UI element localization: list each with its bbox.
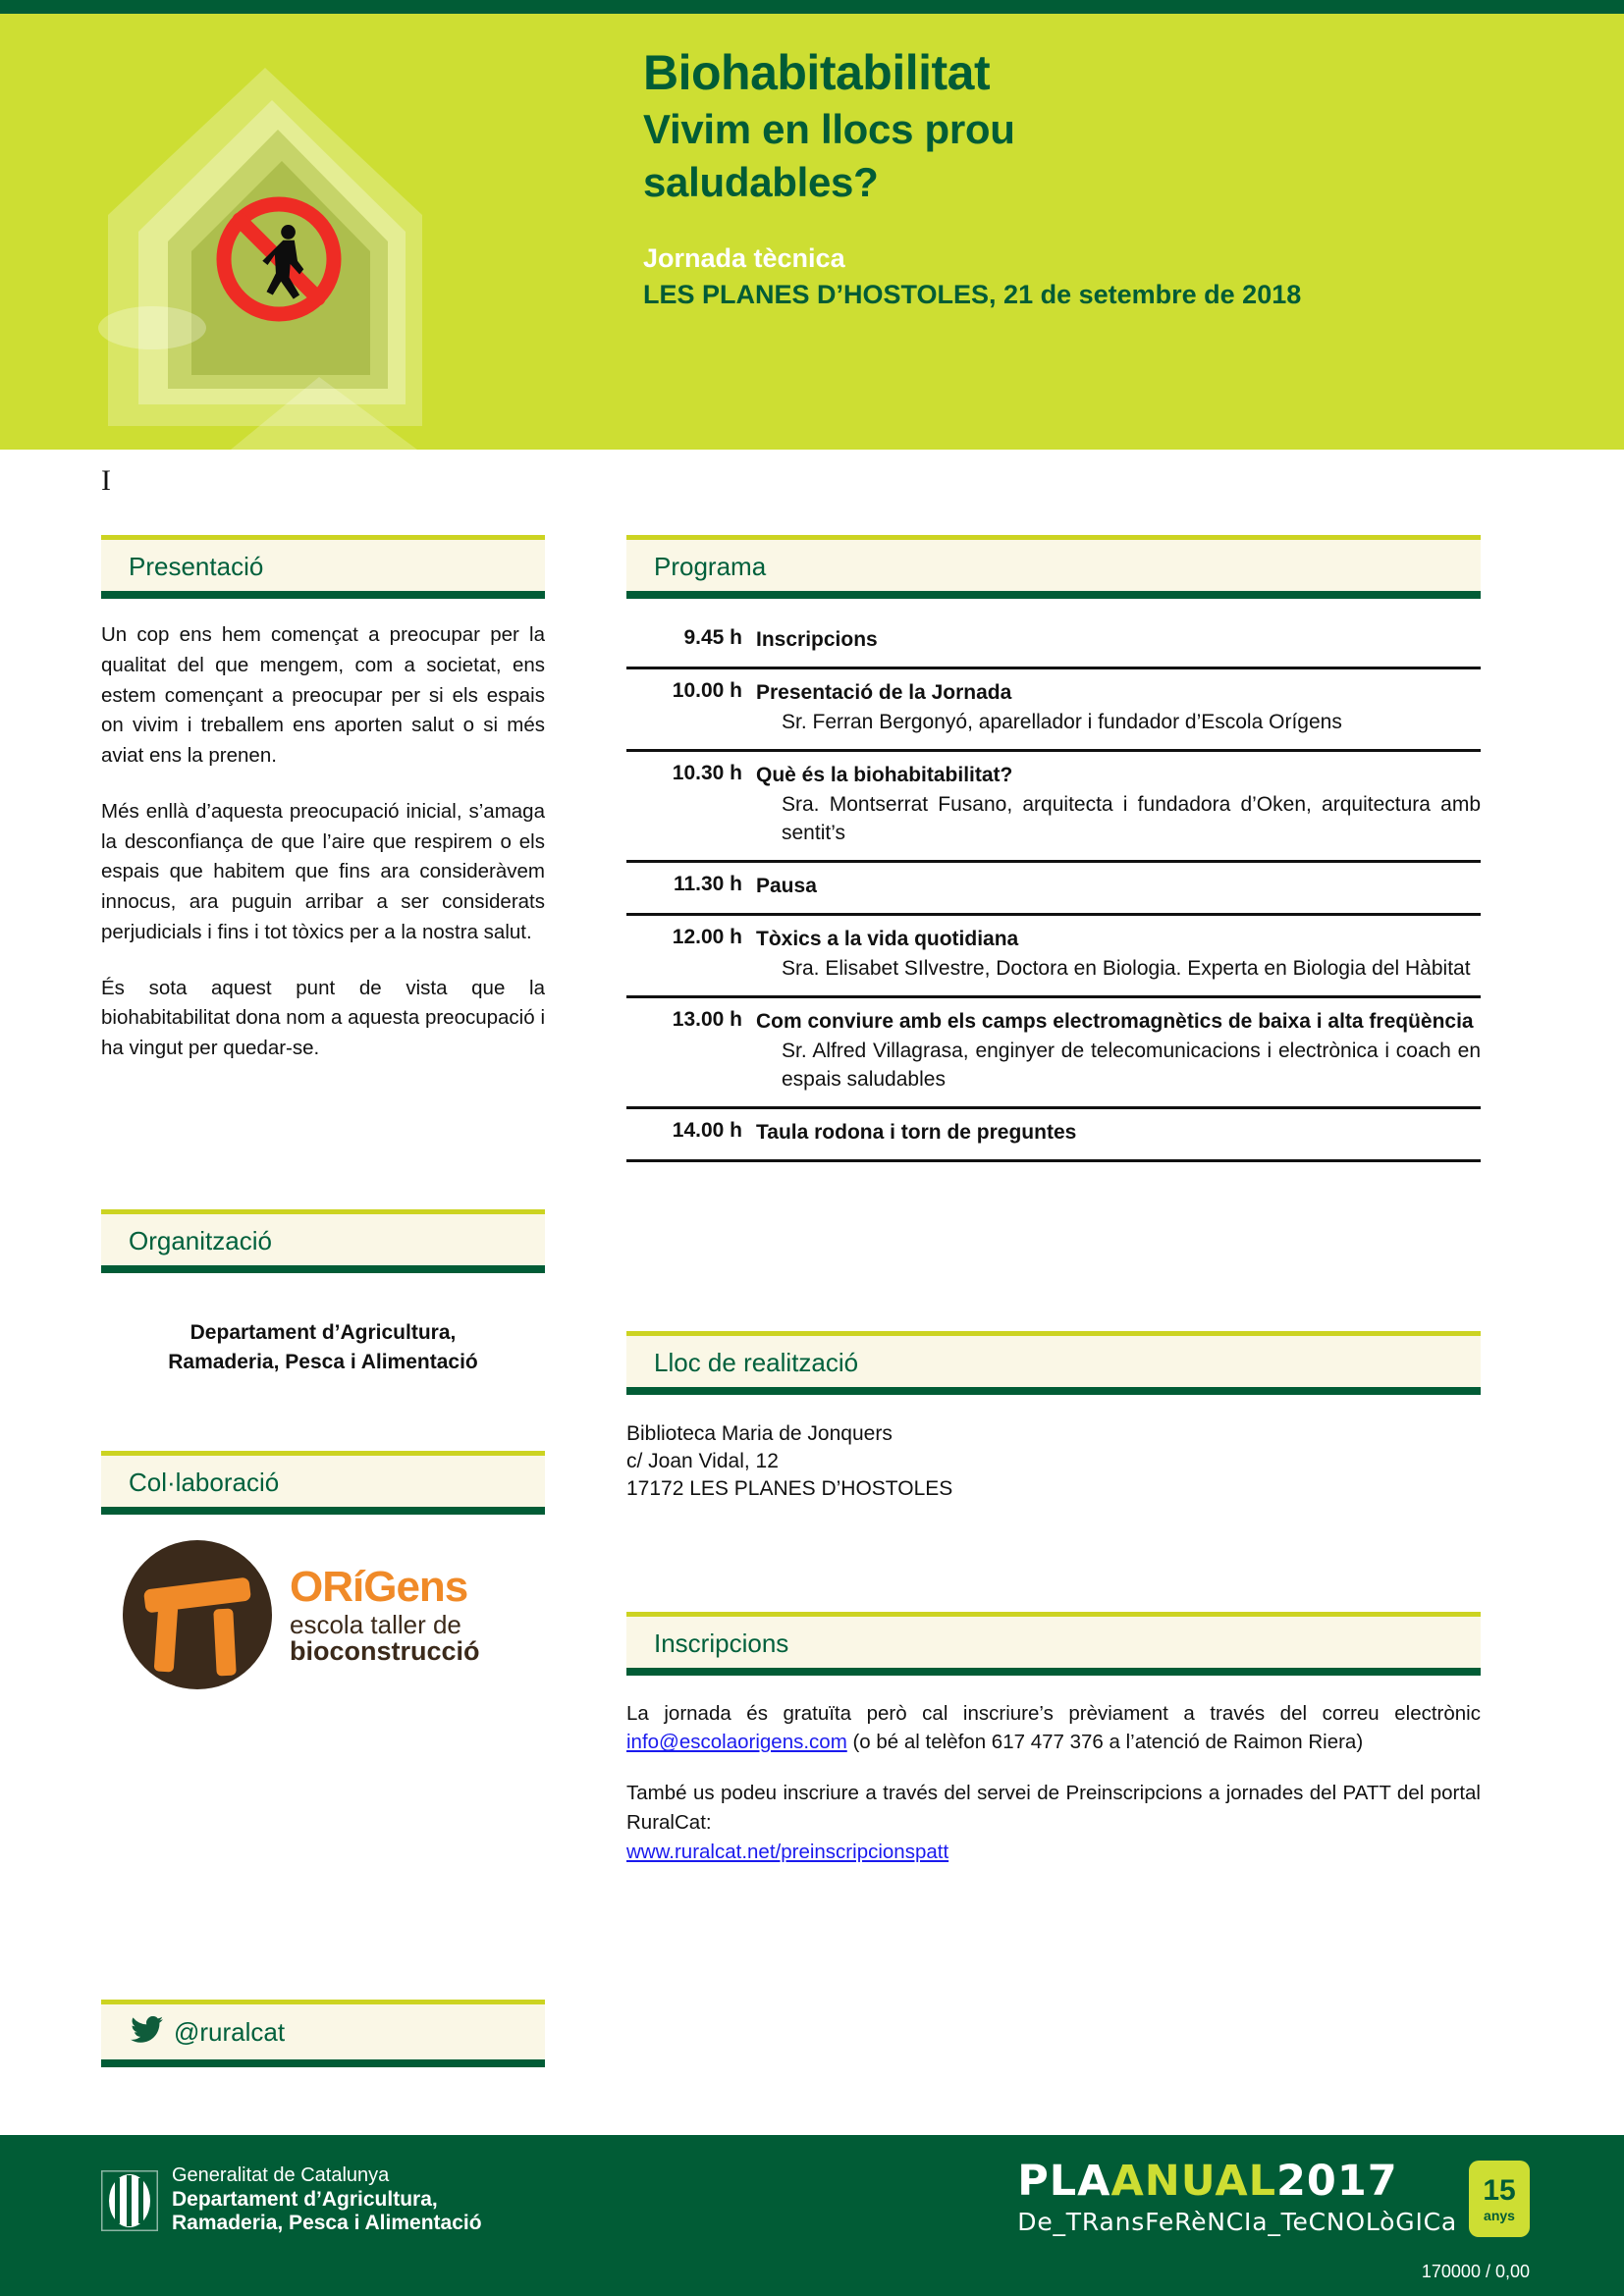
programa-time: 11.30 h	[673, 872, 742, 895]
section-header-presentacio	[101, 535, 545, 599]
anniversary-badge	[1469, 2161, 1530, 2237]
event-type-label: Jornada tècnica	[643, 242, 845, 273]
section-header-inscripcions	[626, 1612, 1481, 1676]
twitter-band[interactable]	[101, 2000, 545, 2067]
generalitat-logo	[101, 2164, 482, 2236]
twitter-handle: @ruralcat	[174, 2017, 286, 2047]
inscripcions-paragraph-1	[626, 1699, 1481, 1757]
programa-title: Com conviure amb els camps electromagnètics de baixa i alta freqüència	[756, 1009, 1474, 1033]
pla-anual-title	[1017, 2157, 1457, 2206]
collaboracio-heading: Col·laboració	[129, 1468, 280, 1498]
programa-heading: Programa	[654, 552, 767, 581]
origens-name: ORíGens	[290, 1562, 468, 1611]
table-row	[626, 667, 1481, 750]
programa-entry	[756, 1107, 1481, 1160]
programa-time: 9.45 h	[683, 626, 742, 649]
table-row	[626, 996, 1481, 1107]
top-accent-bar	[0, 0, 1624, 14]
no-pedestrian-house-icon	[93, 14, 447, 450]
poster-footer	[0, 2135, 1624, 2296]
programa-speaker: Sr. Ferran Bergonyó, aparellador i fundador d’Escola Orígens	[782, 710, 1342, 733]
section-header-collaboracio	[101, 1451, 545, 1515]
lloc-heading: Lloc de realització	[654, 1347, 859, 1377]
generalitat-line2: Departament d’Agricultura,	[172, 2187, 438, 2211]
programa-time: 10.00 h	[672, 678, 742, 702]
lloc-body	[626, 1420, 1481, 1504]
presentacio-paragraph: És sota aquest punt de vista que la biohabitabilitat dona nom a aquesta preocupació i ha vingut per quedar-se.	[101, 976, 545, 1059]
programa-time: 10.30 h	[672, 761, 742, 784]
generalitat-line3: Ramaderia, Pesca i Alimentació	[172, 2212, 482, 2235]
programa-time: 12.00 h	[672, 925, 742, 948]
pla-anual-wordmark	[1017, 2157, 1457, 2236]
table-row	[626, 914, 1481, 996]
right-column	[626, 535, 1481, 1866]
dolmen-right-leg-shape	[213, 1609, 237, 1677]
anual-word: ANUAL	[1110, 2157, 1277, 2206]
programa-title: Inscripcions	[756, 628, 878, 651]
programa-table	[626, 616, 1481, 1162]
stray-text-marker: I	[101, 464, 111, 497]
email-link[interactable]: info@escolaorigens.com	[626, 1731, 847, 1754]
programa-entry	[756, 750, 1481, 861]
origens-logo	[101, 1540, 545, 1689]
inscripcions-heading: Inscripcions	[654, 1628, 789, 1658]
programa-entry	[756, 616, 1481, 667]
dolmen-left-leg-shape	[154, 1605, 179, 1673]
ruralcat-link[interactable]: www.ruralcat.net/preinscripcionspatt	[626, 1840, 949, 1863]
presentacio-heading: Presentació	[129, 552, 264, 581]
table-row	[626, 861, 1481, 914]
section-header-programa	[626, 535, 1481, 599]
programa-speaker: Sra. Montserrat Fusano, arquitecta i fundadora d’Oken, arquitectura amb sentit’s	[782, 792, 1481, 844]
programa-time: 13.00 h	[672, 1007, 742, 1031]
organitzacio-body	[101, 1318, 545, 1377]
page-subtitle-line2: saludables?	[643, 159, 879, 206]
lloc-street: c/ Joan Vidal, 12	[626, 1449, 779, 1472]
organitzacio-line2: Ramaderia, Pesca i Alimentació	[168, 1350, 478, 1373]
programa-title: Què és la biohabitabilitat?	[756, 763, 1013, 786]
badge-number: 15	[1483, 2173, 1516, 2207]
origens-tagline-2: bioconstrucció	[290, 1635, 480, 1666]
section-header-organitzacio	[101, 1209, 545, 1273]
programa-time: 14.00 h	[672, 1118, 742, 1142]
programa-title: Pausa	[756, 874, 817, 897]
programa-entry	[756, 914, 1481, 996]
table-row	[626, 1107, 1481, 1160]
programa-title: Taula rodona i torn de preguntes	[756, 1120, 1077, 1144]
presentacio-body	[101, 620, 545, 1064]
lloc-venue: Biblioteca Maria de Jonquers	[626, 1421, 893, 1445]
page-title: Biohabitabilitat	[643, 45, 991, 100]
left-column	[101, 535, 545, 1689]
programa-entry	[756, 996, 1481, 1107]
generalitat-catalunya-shield-icon	[101, 2170, 158, 2231]
table-row	[626, 750, 1481, 861]
twitter-bird-icon	[131, 2016, 164, 2049]
header-text-block	[643, 45, 1586, 312]
pla-year: 2017	[1276, 2157, 1398, 2206]
programa-entry	[756, 861, 1481, 914]
inscripcions-text-portal: També us podeu inscriure a través del servei de Preinscripcions a jornades del PATT del portal RuralCat:	[626, 1782, 1481, 1834]
presentacio-paragraph: Més enllà d’aquesta preocupació inicial, s’amaga la desconfiança de que l’aire que respirem o els espais que habitem que fins ara consideràvem innocus, ara puguin arribar a ser considerats perjudicials i fins i tot tòxics per a la nostra salut.	[101, 799, 545, 943]
generalitat-line1: Generalitat de Catalunya	[172, 2164, 390, 2186]
organitzacio-line1: Departament d’Agricultura,	[189, 1320, 457, 1344]
programa-title: Tòxics a la vida quotidiana	[756, 927, 1019, 950]
section-header-lloc	[626, 1331, 1481, 1395]
inscripcions-text-after: (o bé al telèfon 617 477 376 a l’atenció de Raimon Riera)	[846, 1731, 1364, 1754]
poster-header	[0, 14, 1624, 450]
origens-tagline-1: escola taller de	[290, 1609, 461, 1639]
origens-dolmen-icon	[123, 1540, 272, 1689]
inscripcions-body	[626, 1699, 1481, 1867]
generalitat-wordmark	[172, 2164, 482, 2236]
inscripcions-paragraph-2	[626, 1779, 1481, 1866]
programa-speaker: Sr. Alfred Villagrasa, enginyer de telecomunicacions i electrònica i coach en espais saludables	[782, 1039, 1481, 1091]
pla-anual-tagline: De_TRansFeRèNCIa_TeCNOLòGICa	[1017, 2208, 1457, 2236]
programa-speaker: Sra. Elisabet SIlvestre, Doctora en Biologia. Experta en Biologia del Hàbitat	[782, 956, 1471, 980]
origens-wordmark	[290, 1562, 480, 1666]
pla-word: PLA	[1017, 2157, 1111, 2206]
organitzacio-heading: Organització	[129, 1225, 272, 1255]
table-row	[626, 616, 1481, 667]
programa-title: Presentació de la Jornada	[756, 680, 1012, 704]
lloc-city: 17172 LES PLANES D’HOSTOLES	[626, 1477, 953, 1501]
event-place-date: LES PLANES D’HOSTOLES, 21 de setembre de 2018	[643, 280, 1302, 310]
pla-anual-logo	[1017, 2157, 1530, 2237]
document-code: 170000 / 0,00	[1421, 2262, 1530, 2281]
programa-entry	[756, 667, 1481, 750]
inscripcions-text-before: La jornada és gratuïta però cal inscriure’s prèviament a través del correu electrònic	[626, 1701, 1481, 1725]
page-subtitle-line1: Vivim en llocs prou	[643, 106, 1015, 152]
presentacio-paragraph: Un cop ens hem començat a preocupar per la qualitat del que mengem, com a societat, ens estem començant a preocupar per si els espais on vivim i treballem ens aporten salut o si més aviat ens la prenen.	[101, 623, 545, 767]
badge-label: anys	[1484, 2207, 1515, 2223]
